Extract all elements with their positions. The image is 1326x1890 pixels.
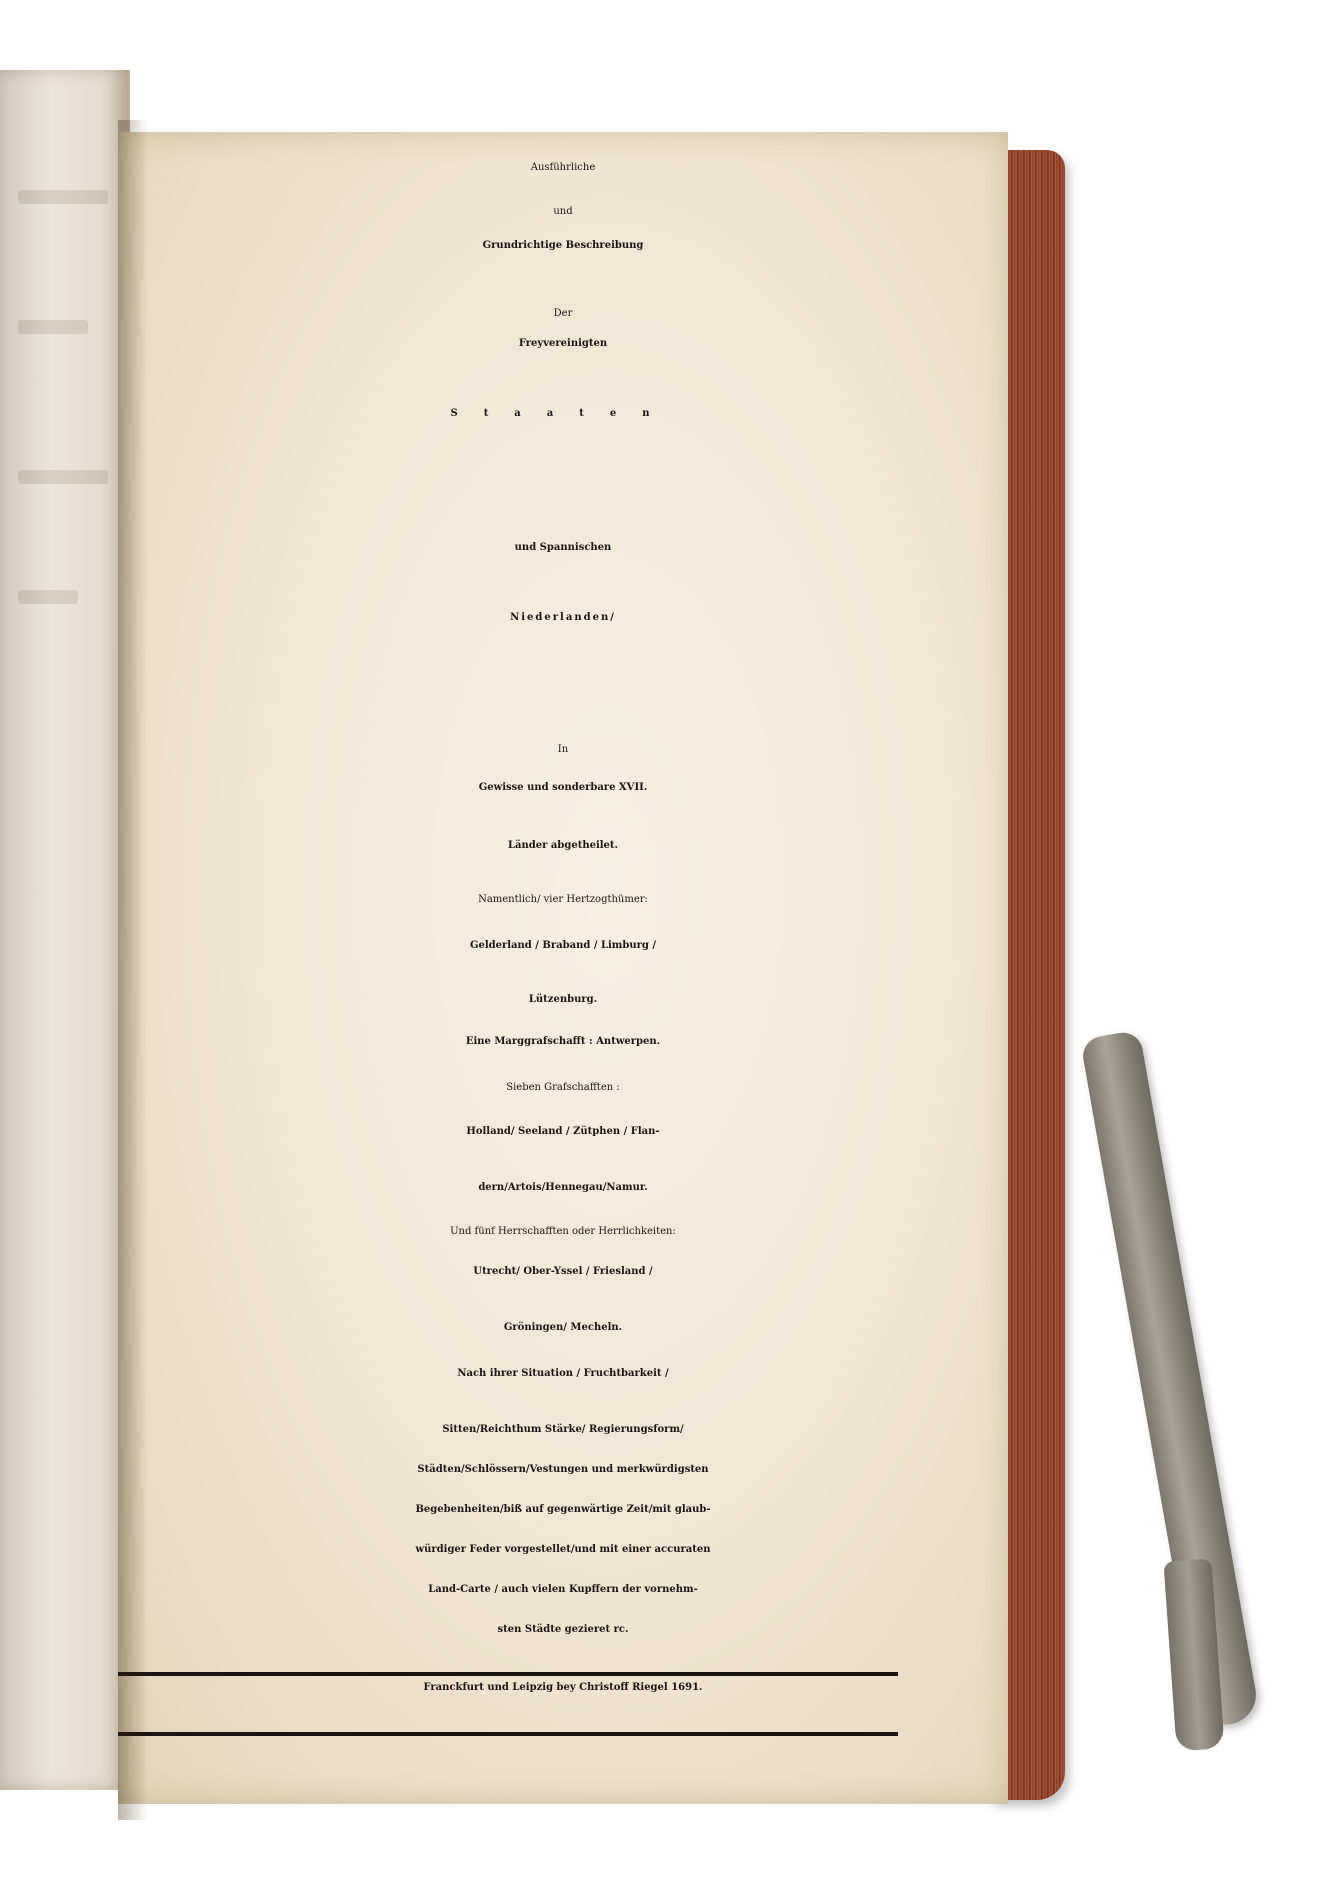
title-line-holland: Holland/ Seeland / Zütphen / Flan- (466, 1126, 660, 1137)
title-line-ausfuehrliche: Ausführliche (530, 162, 596, 173)
title-line-utrecht: Utrecht/ Ober-Yssel / Friesland / (473, 1266, 653, 1277)
imprint-line: Franckfurt und Leipzig bey Christoff Riegel 1691. (423, 1682, 703, 1693)
imprint-rule-top (118, 1672, 898, 1676)
show-through-text (18, 470, 108, 484)
title-line-freyvereinigten: Freyvereinigten (518, 338, 608, 349)
title-line-gelderland: Gelderland / Braband / Limburg / (469, 940, 657, 951)
title-paragraph-line: Städten/Schlössern/Vestungen und merkwürdigsten (417, 1464, 709, 1475)
title-line-marggrafschafft: Eine Marggrafschafft : Antwerpen. (465, 1036, 661, 1047)
title-paragraph-line: würdiger Feder vorgestellet/und mit einer accuraten (415, 1544, 711, 1555)
title-paragraph-line: Land-Carte / auch vielen Kupffern der vornehm- (428, 1584, 698, 1595)
title-line-gewisse: Gewisse und sonderbare XVII. (478, 782, 648, 793)
title-line-grundrichtige: Grundrichtige Beschreibung (482, 240, 644, 251)
title-line-in: In (557, 744, 569, 755)
title-paragraph-line: Begebenheiten/biß auf gegenwärtige Zeit/mit glaub- (415, 1504, 711, 1515)
title-line-groeningen: Gröningen/ Mecheln. (503, 1322, 623, 1333)
title-page (118, 132, 1008, 1804)
title-line-dern: dern/Artois/Hennegau/Namur. (478, 1182, 648, 1193)
title-line-niederlanden: Niederlanden/ (510, 612, 616, 623)
title-line-lutzenburg: Lützenburg. (528, 994, 598, 1005)
imprint-rule-bottom (118, 1732, 898, 1736)
title-line-und-spannischen: und Spannischen (514, 542, 612, 553)
title-line-und: und (553, 206, 573, 217)
show-through-text (18, 320, 88, 334)
title-line-laender: Länder abgetheilet. (507, 840, 619, 851)
title-line-sieben: Sieben Grafschafften : (506, 1082, 620, 1093)
title-line-staaten: Staaten (450, 408, 676, 419)
gutter-shadow (118, 120, 148, 1820)
title-paragraph-line: Sitten/Reichthum Stärke/ Regierungsform/ (442, 1424, 684, 1435)
show-through-text (18, 190, 108, 204)
show-through-text (18, 590, 78, 604)
title-line-der: Der (553, 308, 573, 319)
title-paragraph-line: sten Städte gezieret rc. (497, 1624, 629, 1635)
title-line-nach: Nach ihrer Situation / Fruchtbarkeit / (457, 1368, 669, 1379)
title-line-namentlich: Namentlich/ vier Hertzogthümer: (478, 894, 648, 905)
left-facing-page (0, 70, 130, 1790)
title-line-fuenf: Und fünf Herrschafften oder Herrlichkeiten: (450, 1226, 676, 1237)
